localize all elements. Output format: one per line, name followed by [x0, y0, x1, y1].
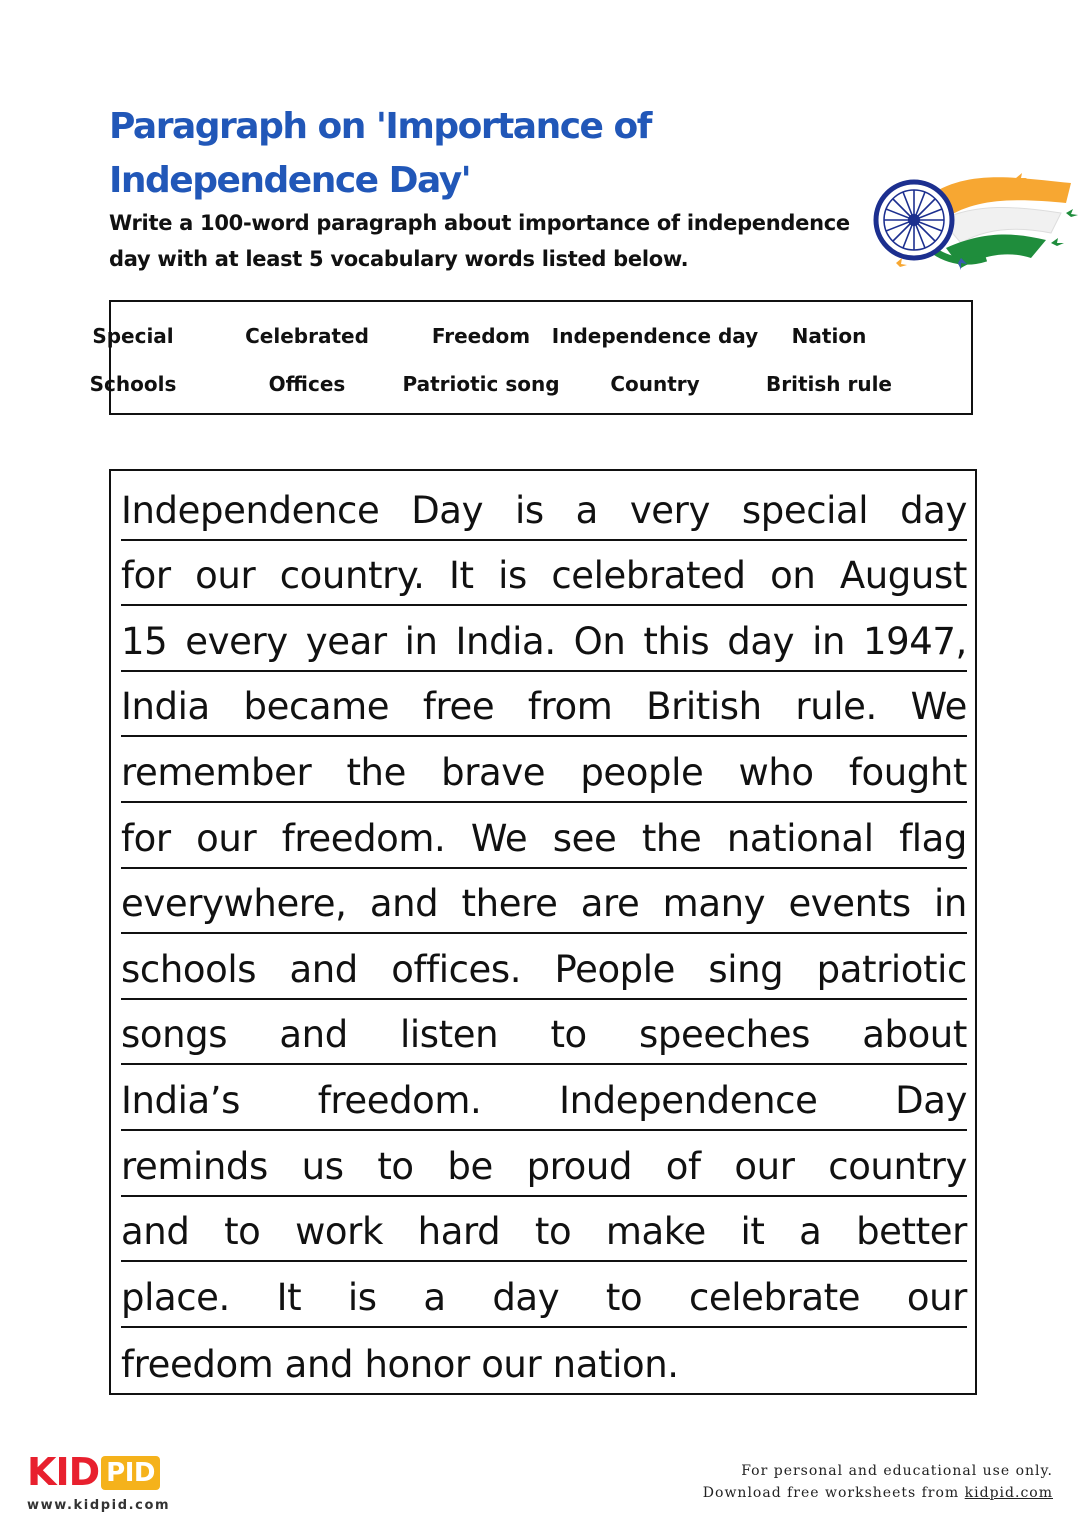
- paragraph-line-text: [121, 1276, 967, 1320]
- paragraph-word: be: [447, 1144, 493, 1188]
- paragraph-word: in: [812, 619, 846, 663]
- logo-kid-text: KID: [27, 1450, 100, 1494]
- paragraph-word: It: [276, 1275, 302, 1319]
- vocab-word: Schools: [89, 372, 177, 396]
- vocab-word: Offices: [268, 372, 346, 396]
- vocab-word: Freedom: [431, 324, 531, 348]
- paragraph-word: many: [662, 882, 766, 926]
- paragraph-line-text: [121, 1079, 967, 1123]
- paragraph-word: speeches: [639, 1013, 810, 1057]
- paragraph-word: people: [580, 750, 704, 794]
- paragraph-word: 1947,: [862, 619, 967, 663]
- paragraph-word: better: [856, 1210, 967, 1254]
- paragraph-word: our: [734, 1144, 795, 1188]
- paragraph-word: to: [377, 1144, 414, 1188]
- paragraph-line: [121, 606, 967, 672]
- vocab-word: Special: [92, 324, 174, 348]
- paragraph-word: day: [727, 619, 795, 663]
- paragraph-word: events: [788, 882, 911, 926]
- paragraph-word: Day: [895, 1078, 967, 1122]
- paragraph-word: India.: [455, 619, 556, 663]
- paragraph-word: very: [629, 488, 710, 532]
- paragraph-word: to: [605, 1275, 643, 1319]
- paragraph-word: from: [527, 685, 613, 729]
- paragraph-word: August: [839, 554, 967, 598]
- paragraph-line: [121, 541, 967, 607]
- paragraph-word: We: [910, 685, 967, 729]
- paragraph-word: special: [741, 488, 869, 532]
- paragraph-word: schools: [121, 947, 257, 991]
- paragraph-word: about: [862, 1013, 967, 1057]
- paragraph-word: and: [369, 882, 439, 926]
- paragraph-line: [121, 1262, 967, 1328]
- paragraph-word: We: [470, 816, 528, 860]
- paragraph-word: the: [346, 750, 406, 794]
- paragraph-word: India: [121, 685, 210, 729]
- paragraph-word: 15: [121, 619, 168, 663]
- paragraph-word: for: [121, 816, 171, 860]
- paragraph-line: [121, 869, 967, 935]
- paragraph-line-text: [121, 554, 967, 598]
- vocab-word: Nation: [791, 324, 867, 348]
- paragraph-line: [121, 475, 967, 541]
- paragraph-word: proud: [526, 1144, 633, 1188]
- paragraph-word: remember: [121, 750, 312, 794]
- paragraph-word: and: [121, 1210, 190, 1254]
- footer-note: [703, 1460, 1053, 1504]
- paragraph-word: for: [121, 554, 171, 598]
- paragraph-word: celebrated: [551, 554, 746, 598]
- paragraph-word: It: [449, 554, 474, 598]
- paragraph-box: [109, 469, 977, 1395]
- paragraph-word: country: [828, 1144, 967, 1188]
- paragraph-line: [121, 1131, 967, 1197]
- paragraph-word: rule.: [795, 685, 877, 729]
- paragraph-line: [121, 1065, 967, 1131]
- paragraph-line: [121, 1000, 967, 1066]
- paragraph-word: day: [900, 488, 967, 532]
- footer-line-2: [703, 1482, 1053, 1504]
- paragraph-line-text: [121, 685, 967, 729]
- paragraph-word: everywhere,: [121, 882, 347, 926]
- paragraph-word: and: [289, 947, 358, 991]
- paragraph-word: offices.: [391, 947, 522, 991]
- paragraph-lines: [121, 475, 967, 1393]
- indian-flag-illustration-icon: [866, 158, 1081, 278]
- paragraph-word: hard: [417, 1210, 501, 1254]
- paragraph-word: every: [185, 619, 288, 663]
- paragraph-word: of: [665, 1144, 701, 1188]
- paragraph-line-text: [121, 817, 967, 861]
- vocab-word: Independence day: [551, 324, 759, 348]
- paragraph-word: celebrate: [688, 1275, 861, 1319]
- paragraph-word: this: [643, 619, 710, 663]
- paragraph-word: to: [550, 1013, 587, 1057]
- vocab-word: British rule: [765, 372, 892, 396]
- paragraph-word: patriotic: [816, 947, 967, 991]
- paragraph-line-text: [121, 1013, 967, 1057]
- paragraph-word: became: [243, 685, 390, 729]
- paragraph-word: a: [423, 1275, 446, 1319]
- logo-url: www.kidpid.com: [27, 1498, 171, 1513]
- paragraph-word: Day: [411, 488, 484, 532]
- paragraph-word: British: [646, 685, 762, 729]
- paragraph-word: sing: [708, 947, 784, 991]
- vocabulary-box: [89, 300, 973, 415]
- kidpid-link[interactable]: kidpid.com: [964, 1485, 1053, 1501]
- paragraph-word: free: [422, 685, 495, 729]
- paragraph-word: the: [641, 816, 702, 860]
- vocab-word: Celebrated: [245, 324, 369, 348]
- paragraph-word: to: [224, 1210, 261, 1254]
- paragraph-word: is: [498, 554, 527, 598]
- paragraph-line-text: [121, 1145, 967, 1189]
- paragraph-word: it: [740, 1210, 765, 1254]
- paragraph-line-text: [121, 751, 967, 795]
- footer-line-1: For personal and educational use only.: [741, 1463, 1053, 1479]
- paragraph-word: see: [552, 816, 617, 860]
- paragraph-word: On: [573, 619, 626, 663]
- paragraph-line-text: [121, 948, 967, 992]
- paragraph-word: brave: [441, 750, 546, 794]
- paragraph-word: Independence: [559, 1078, 818, 1122]
- paragraph-word: who: [738, 750, 814, 794]
- paragraph-word: us: [301, 1144, 344, 1188]
- paragraph-word: national: [726, 816, 874, 860]
- paragraph-word: make: [605, 1210, 706, 1254]
- paragraph-line: [121, 934, 967, 1000]
- paragraph-word: to: [534, 1210, 572, 1254]
- paragraph-word: People: [554, 947, 676, 991]
- logo-pid-text: PID: [101, 1456, 160, 1490]
- paragraph-word: flag: [899, 816, 967, 860]
- paragraph-word: India’s: [121, 1078, 241, 1122]
- paragraph-word: on: [770, 554, 816, 598]
- paragraph-line: [121, 672, 967, 738]
- paragraph-line: [121, 1197, 967, 1263]
- paragraph-word: our: [196, 816, 257, 860]
- vocabulary-grid: [89, 312, 1003, 408]
- paragraph-line: [121, 737, 967, 803]
- paragraph-word: Independence: [121, 488, 380, 532]
- paragraph-word: reminds: [121, 1144, 268, 1188]
- instructions: Write a 100-word paragraph about importance of independence day with at least 5 vocabulary words listed below.: [109, 211, 850, 271]
- paragraph-line: [121, 1328, 967, 1394]
- paragraph-word: listen: [400, 1013, 499, 1057]
- paragraph-word: are: [580, 882, 640, 926]
- paragraph-word: day: [492, 1275, 560, 1319]
- paragraph-word: work: [295, 1210, 383, 1254]
- paragraph-line-text: [121, 489, 967, 533]
- paragraph-word: is: [514, 488, 544, 532]
- paragraph-word: freedom.: [317, 1078, 482, 1122]
- paragraph-line: [121, 803, 967, 869]
- page-title: Paragraph on 'Importance of Independence Day': [109, 106, 651, 201]
- kidpid-logo: [27, 1452, 160, 1492]
- paragraph-word: place.: [121, 1275, 230, 1319]
- paragraph-line-text: [121, 620, 967, 664]
- paragraph-word: our: [906, 1275, 967, 1319]
- paragraph-word: and: [279, 1013, 348, 1057]
- paragraph-word: country.: [279, 554, 425, 598]
- paragraph-word: in: [934, 882, 967, 926]
- vocab-word: Country: [610, 372, 700, 396]
- paragraph-word: our: [195, 554, 256, 598]
- paragraph-word: freedom.: [281, 816, 446, 860]
- paragraph-word: in: [404, 619, 438, 663]
- paragraph-line-text: [121, 1210, 967, 1254]
- paragraph-word: a: [799, 1210, 822, 1254]
- paragraph-word: songs: [121, 1013, 228, 1057]
- paragraph-word: fought: [848, 750, 967, 794]
- paragraph-line-text: [121, 882, 967, 926]
- paragraph-line-text: freedom and honor our nation.: [121, 1343, 679, 1395]
- paragraph-word: there: [461, 882, 558, 926]
- paragraph-word: is: [347, 1275, 377, 1319]
- paragraph-word: a: [575, 488, 598, 532]
- footer-line-2-prefix: Download free worksheets from: [702, 1485, 965, 1501]
- paragraph-word: year: [305, 619, 387, 663]
- vocab-word: Patriotic song: [402, 372, 560, 396]
